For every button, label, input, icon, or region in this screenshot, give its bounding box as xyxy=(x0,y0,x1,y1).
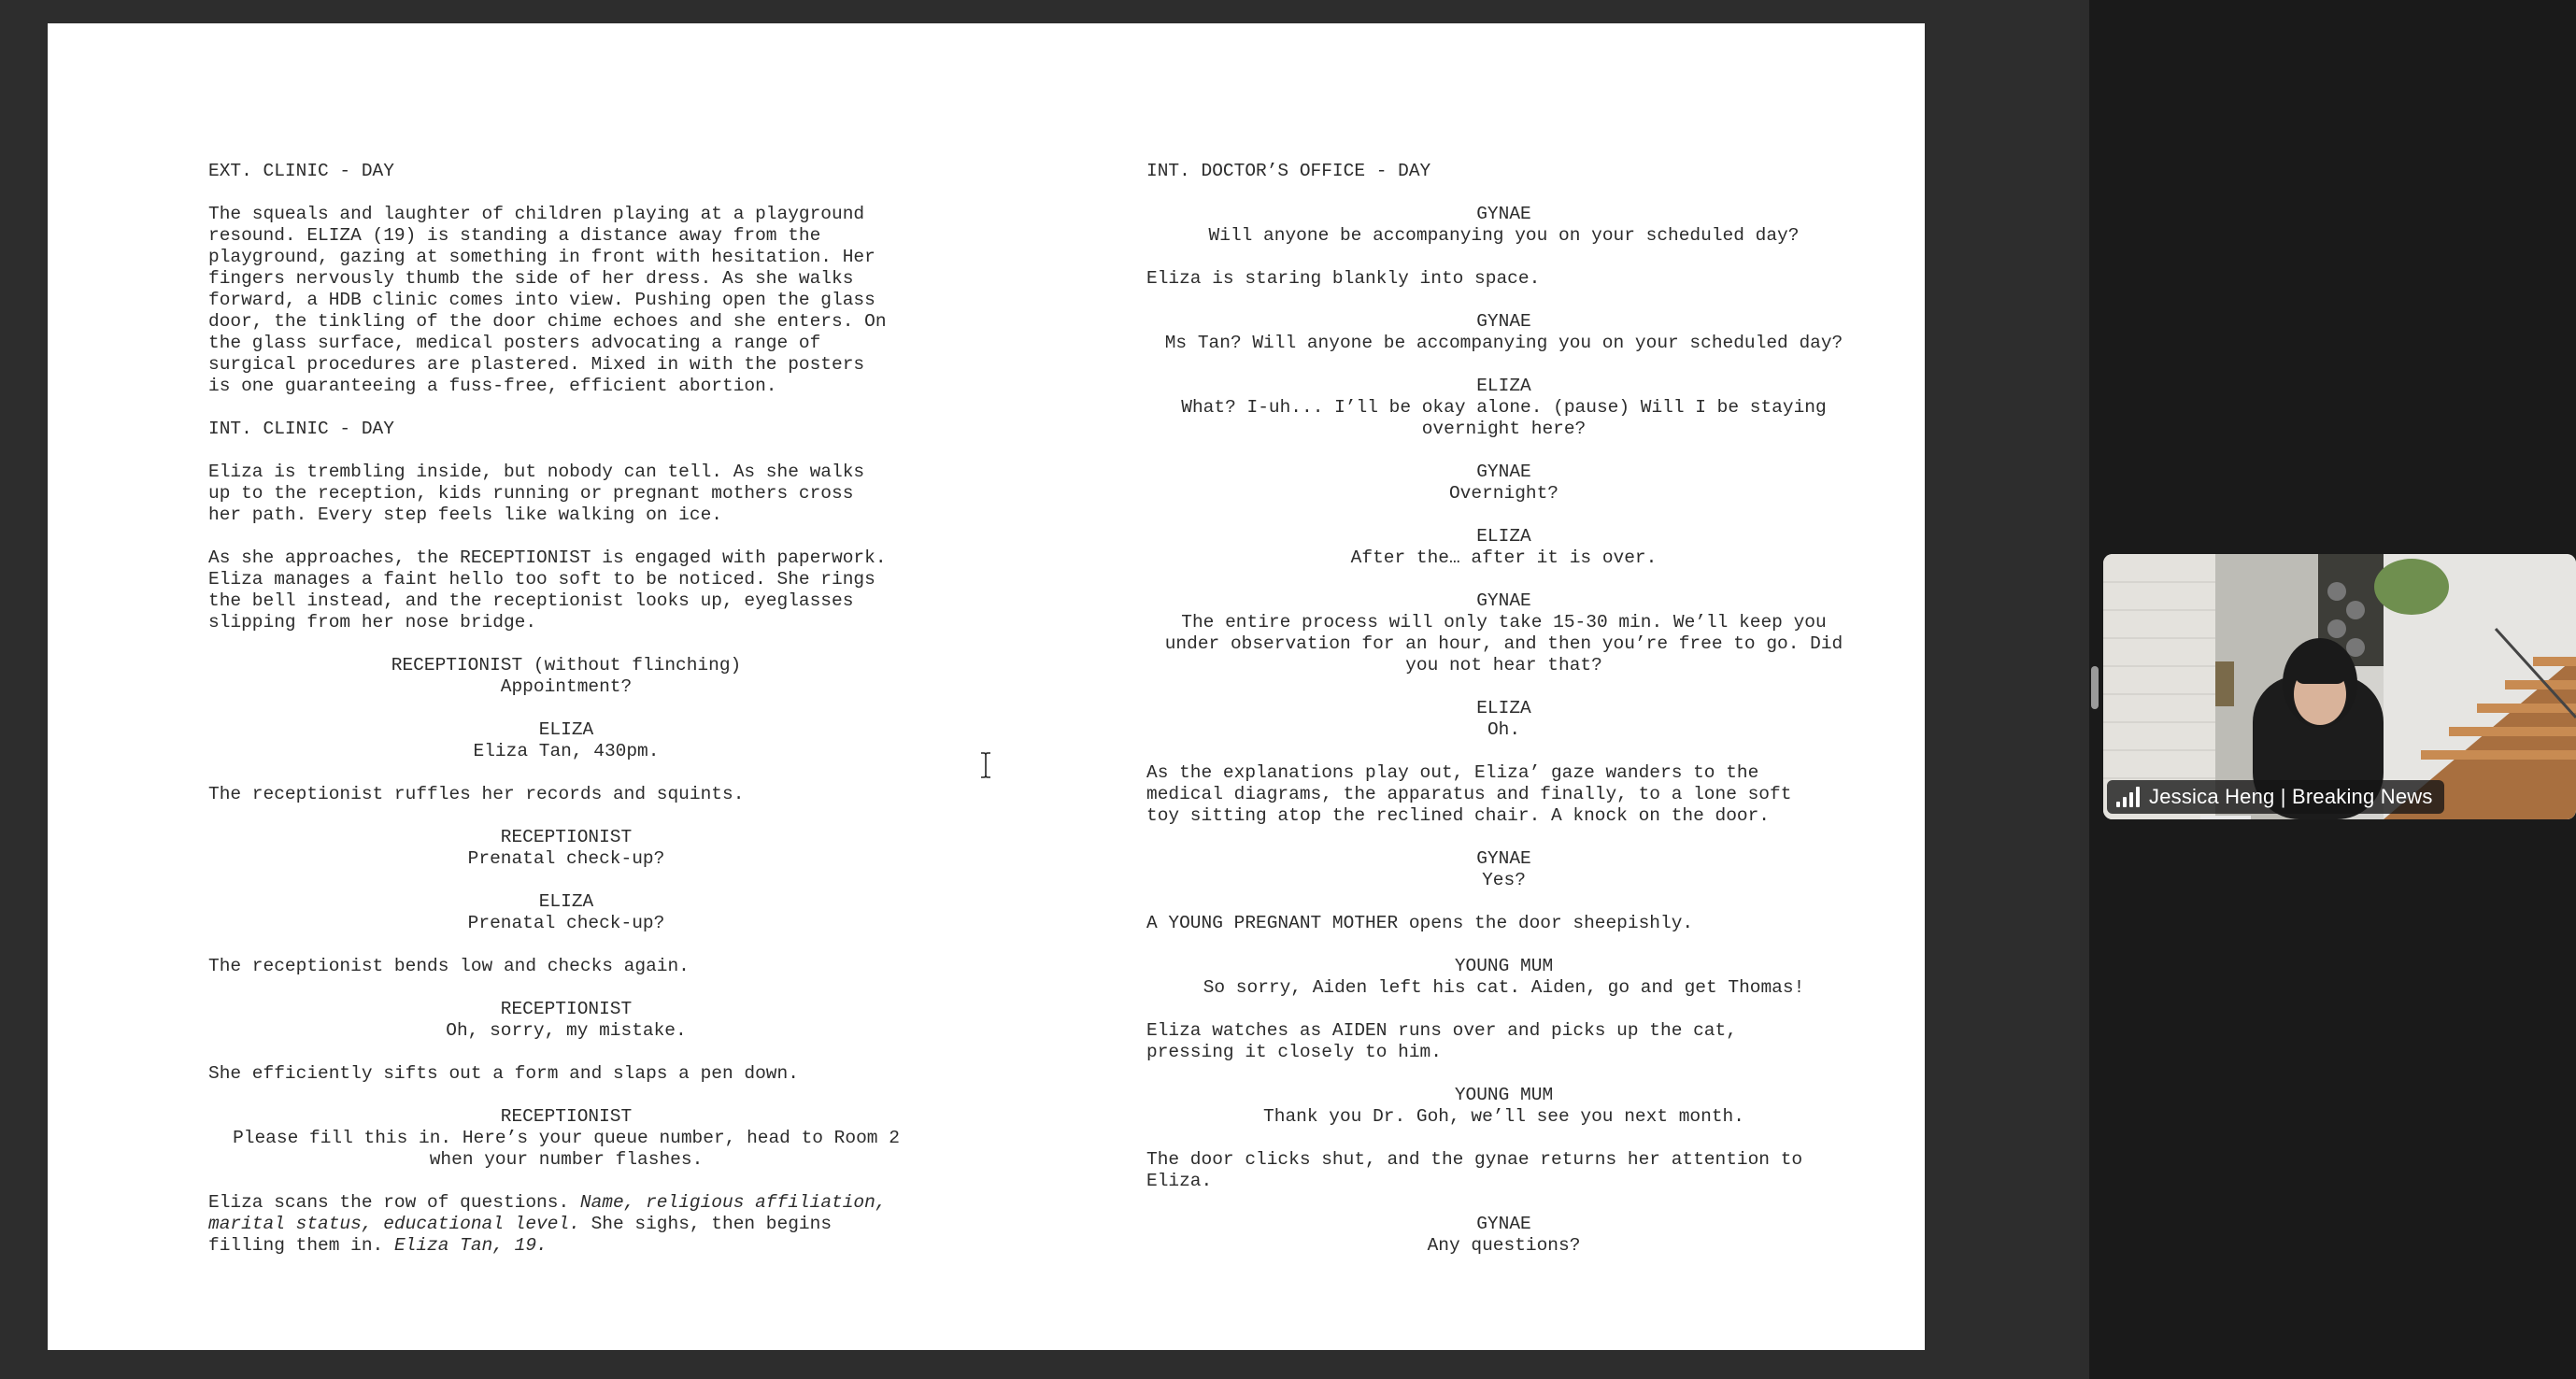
dialogue-line: ELIZA xyxy=(538,891,594,912)
line-text: She sighs, then begins xyxy=(579,1214,833,1234)
blank-line xyxy=(208,1085,924,1106)
dialogue-line: Will anyone be accompanying you on your scheduled day? xyxy=(1208,225,1800,246)
blank-line xyxy=(208,1171,924,1192)
action-line: The door clicks shut, and the gynae returns her attention to xyxy=(1146,1149,1803,1170)
blank-line xyxy=(208,977,924,999)
blank-line xyxy=(1146,741,1861,762)
blank-line xyxy=(1146,999,1861,1020)
action-line: As she approaches, the RECEPTIONIST is engaged with paperwork. xyxy=(208,547,887,568)
screenplay-right-column xyxy=(1146,161,1861,1257)
action-line: the glass surface, medical posters advocating a range of xyxy=(208,333,821,353)
dialogue-line: GYNAE xyxy=(1476,462,1531,482)
blank-line xyxy=(1146,290,1861,311)
blank-line xyxy=(208,1042,924,1063)
dialogue-line: Prenatal check-up? xyxy=(467,913,665,933)
dialogue-line: Oh. xyxy=(1487,719,1521,740)
dialogue-line: RECEPTIONIST (without flinching) xyxy=(391,655,742,675)
action-line: Eliza is staring blankly into space. xyxy=(1146,268,1541,289)
blank-line xyxy=(208,762,924,784)
action-line: slipping from her nose bridge. xyxy=(208,612,537,633)
action-line: INT. CLINIC - DAY xyxy=(208,419,394,439)
action-line: fingers nervously thumb the side of her dress. As she walks xyxy=(208,268,854,289)
action-line: is one guaranteeing a fuss-free, efficient abortion. xyxy=(208,376,777,396)
dialogue-line: Oh, sorry, my mistake. xyxy=(446,1020,687,1041)
action-line: medical diagrams, the apparatus and finally, to a lone soft xyxy=(1146,784,1792,804)
action-line: She efficiently sifts out a form and slaps a pen down. xyxy=(208,1063,799,1084)
blank-line xyxy=(208,934,924,956)
blank-line xyxy=(1146,354,1861,376)
dialogue-line: overnight here? xyxy=(1421,419,1587,439)
action-line: pressing it closely to him. xyxy=(1146,1042,1442,1062)
blank-line xyxy=(1146,891,1861,913)
action-line: playground, gazing at something in front with hesitation. Her xyxy=(208,247,875,267)
blank-line xyxy=(208,182,924,204)
dialogue-line: you not hear that? xyxy=(1405,655,1602,675)
action-line: A YOUNG PREGNANT MOTHER opens the door sheepishly. xyxy=(1146,913,1694,933)
blank-line xyxy=(1146,1128,1861,1149)
dialogue-line: RECEPTIONIST xyxy=(500,827,633,847)
panel-resize-handle[interactable] xyxy=(2091,666,2099,709)
action-line: forward, a HDB clinic comes into view. Pushing open the glass xyxy=(208,290,875,310)
action-line: Eliza. xyxy=(1146,1171,1213,1191)
blank-line xyxy=(208,633,924,655)
dialogue-line: RECEPTIONIST xyxy=(500,999,633,1019)
dialogue-line: So sorry, Aiden left his cat. Aiden, go and get Thomas! xyxy=(1203,977,1805,998)
action-line: INT. DOCTOR’S OFFICE - DAY xyxy=(1146,161,1431,181)
italic-text: marital status, educational level. xyxy=(208,1214,580,1234)
action-line: Eliza watches as AIDEN runs over and picks up the cat, xyxy=(1146,1020,1737,1041)
dialogue-line: RECEPTIONIST xyxy=(500,1106,633,1127)
dialogue-line: Please fill this in. Here’s your queue number, head to Room 2 xyxy=(233,1128,900,1148)
dialogue-line: ELIZA xyxy=(538,719,594,740)
italic-text: Name, religious affiliation, xyxy=(579,1192,887,1213)
italic-text: Eliza Tan, 19. xyxy=(393,1235,548,1256)
blank-line xyxy=(208,526,924,547)
dialogue-line: when your number flashes. xyxy=(429,1149,704,1170)
blank-line xyxy=(1146,827,1861,848)
blank-line xyxy=(208,397,924,419)
line-text: filling them in. xyxy=(208,1235,394,1256)
dialogue-line: ELIZA xyxy=(1476,376,1531,396)
blank-line xyxy=(1146,569,1861,590)
dialogue-line: What? I-uh... I’ll be okay alone. (pause) Will I be staying xyxy=(1181,397,1827,418)
participant-video-tile[interactable] xyxy=(2103,554,2576,819)
dialogue-line: YOUNG MUM xyxy=(1454,1085,1554,1105)
blank-line xyxy=(208,870,924,891)
action-line: resound. ELIZA (19) is standing a distance away from the xyxy=(208,225,821,246)
action-line xyxy=(208,1235,924,1257)
dialogue-line: under observation for an hour, and then you’re free to go. Did xyxy=(1164,633,1843,654)
action-line: toy sitting atop the reclined chair. A knock on the door. xyxy=(1146,805,1771,826)
action-line: surgical procedures are plastered. Mixed in with the posters xyxy=(208,354,865,375)
participant-name-tag xyxy=(2107,780,2444,814)
dialogue-line: Ms Tan? Will anyone be accompanying you on your scheduled day? xyxy=(1164,333,1843,353)
action-line: The receptionist ruffles her records and squints. xyxy=(208,784,745,804)
blank-line xyxy=(1146,1063,1861,1085)
action-line xyxy=(208,1192,924,1214)
dialogue-line: Any questions? xyxy=(1427,1235,1581,1256)
dialogue-line: Eliza Tan, 430pm. xyxy=(473,741,660,761)
action-line: The receptionist bends low and checks again. xyxy=(208,956,690,976)
blank-line xyxy=(1146,934,1861,956)
action-line: Eliza manages a faint hello too soft to be noticed. She rings xyxy=(208,569,875,590)
blank-line xyxy=(1146,440,1861,462)
signal-bars-icon xyxy=(2116,787,2140,807)
blank-line xyxy=(1146,1192,1861,1214)
line-text: Eliza scans the row of questions. xyxy=(208,1192,580,1213)
blank-line xyxy=(208,440,924,462)
screenplay-page[interactable] xyxy=(48,23,1925,1350)
dialogue-line: The entire process will only take 15-30 min. We’ll keep you xyxy=(1181,612,1827,633)
screenplay-left-column xyxy=(208,161,924,1257)
action-line: As the explanations play out, Eliza’ gaze wanders to the xyxy=(1146,762,1759,783)
dialogue-line: After the… after it is over. xyxy=(1350,547,1658,568)
dialogue-line: Prenatal check-up? xyxy=(467,848,665,869)
blank-line xyxy=(208,698,924,719)
dialogue-line: ELIZA xyxy=(1476,698,1531,718)
action-line: Eliza is trembling inside, but nobody can tell. As she walks xyxy=(208,462,865,482)
blank-line xyxy=(1146,676,1861,698)
action-line: The squeals and laughter of children playing at a playground xyxy=(208,204,865,224)
blank-line xyxy=(1146,182,1861,204)
action-line: the bell instead, and the receptionist looks up, eyeglasses xyxy=(208,590,854,611)
dialogue-line: GYNAE xyxy=(1476,311,1531,332)
dialogue-line: Thank you Dr. Goh, we’ll see you next month. xyxy=(1263,1106,1744,1127)
dialogue-line: GYNAE xyxy=(1476,1214,1531,1234)
dialogue-line: Yes? xyxy=(1482,870,1526,890)
dialogue-line: GYNAE xyxy=(1476,590,1531,611)
action-line: her path. Every step feels like walking on ice. xyxy=(208,505,722,525)
action-line: up to the reception, kids running or pregnant mothers cross xyxy=(208,483,854,504)
action-line xyxy=(208,1214,924,1235)
tile-indicator-bar xyxy=(2200,816,2251,819)
blank-line xyxy=(1146,505,1861,526)
blank-line xyxy=(208,805,924,827)
dialogue-line: Overnight? xyxy=(1448,483,1559,504)
dialogue-line: Appointment? xyxy=(500,676,633,697)
blank-line xyxy=(1146,247,1861,268)
dialogue-line: YOUNG MUM xyxy=(1454,956,1554,976)
action-line: door, the tinkling of the door chime echoes and she enters. On xyxy=(208,311,887,332)
dialogue-line: GYNAE xyxy=(1476,204,1531,224)
text-cursor-icon xyxy=(979,752,992,778)
dialogue-line: ELIZA xyxy=(1476,526,1531,547)
action-line: EXT. CLINIC - DAY xyxy=(208,161,394,181)
dialogue-line: GYNAE xyxy=(1476,848,1531,869)
participant-name: Jessica Heng | Breaking News xyxy=(2149,785,2433,808)
